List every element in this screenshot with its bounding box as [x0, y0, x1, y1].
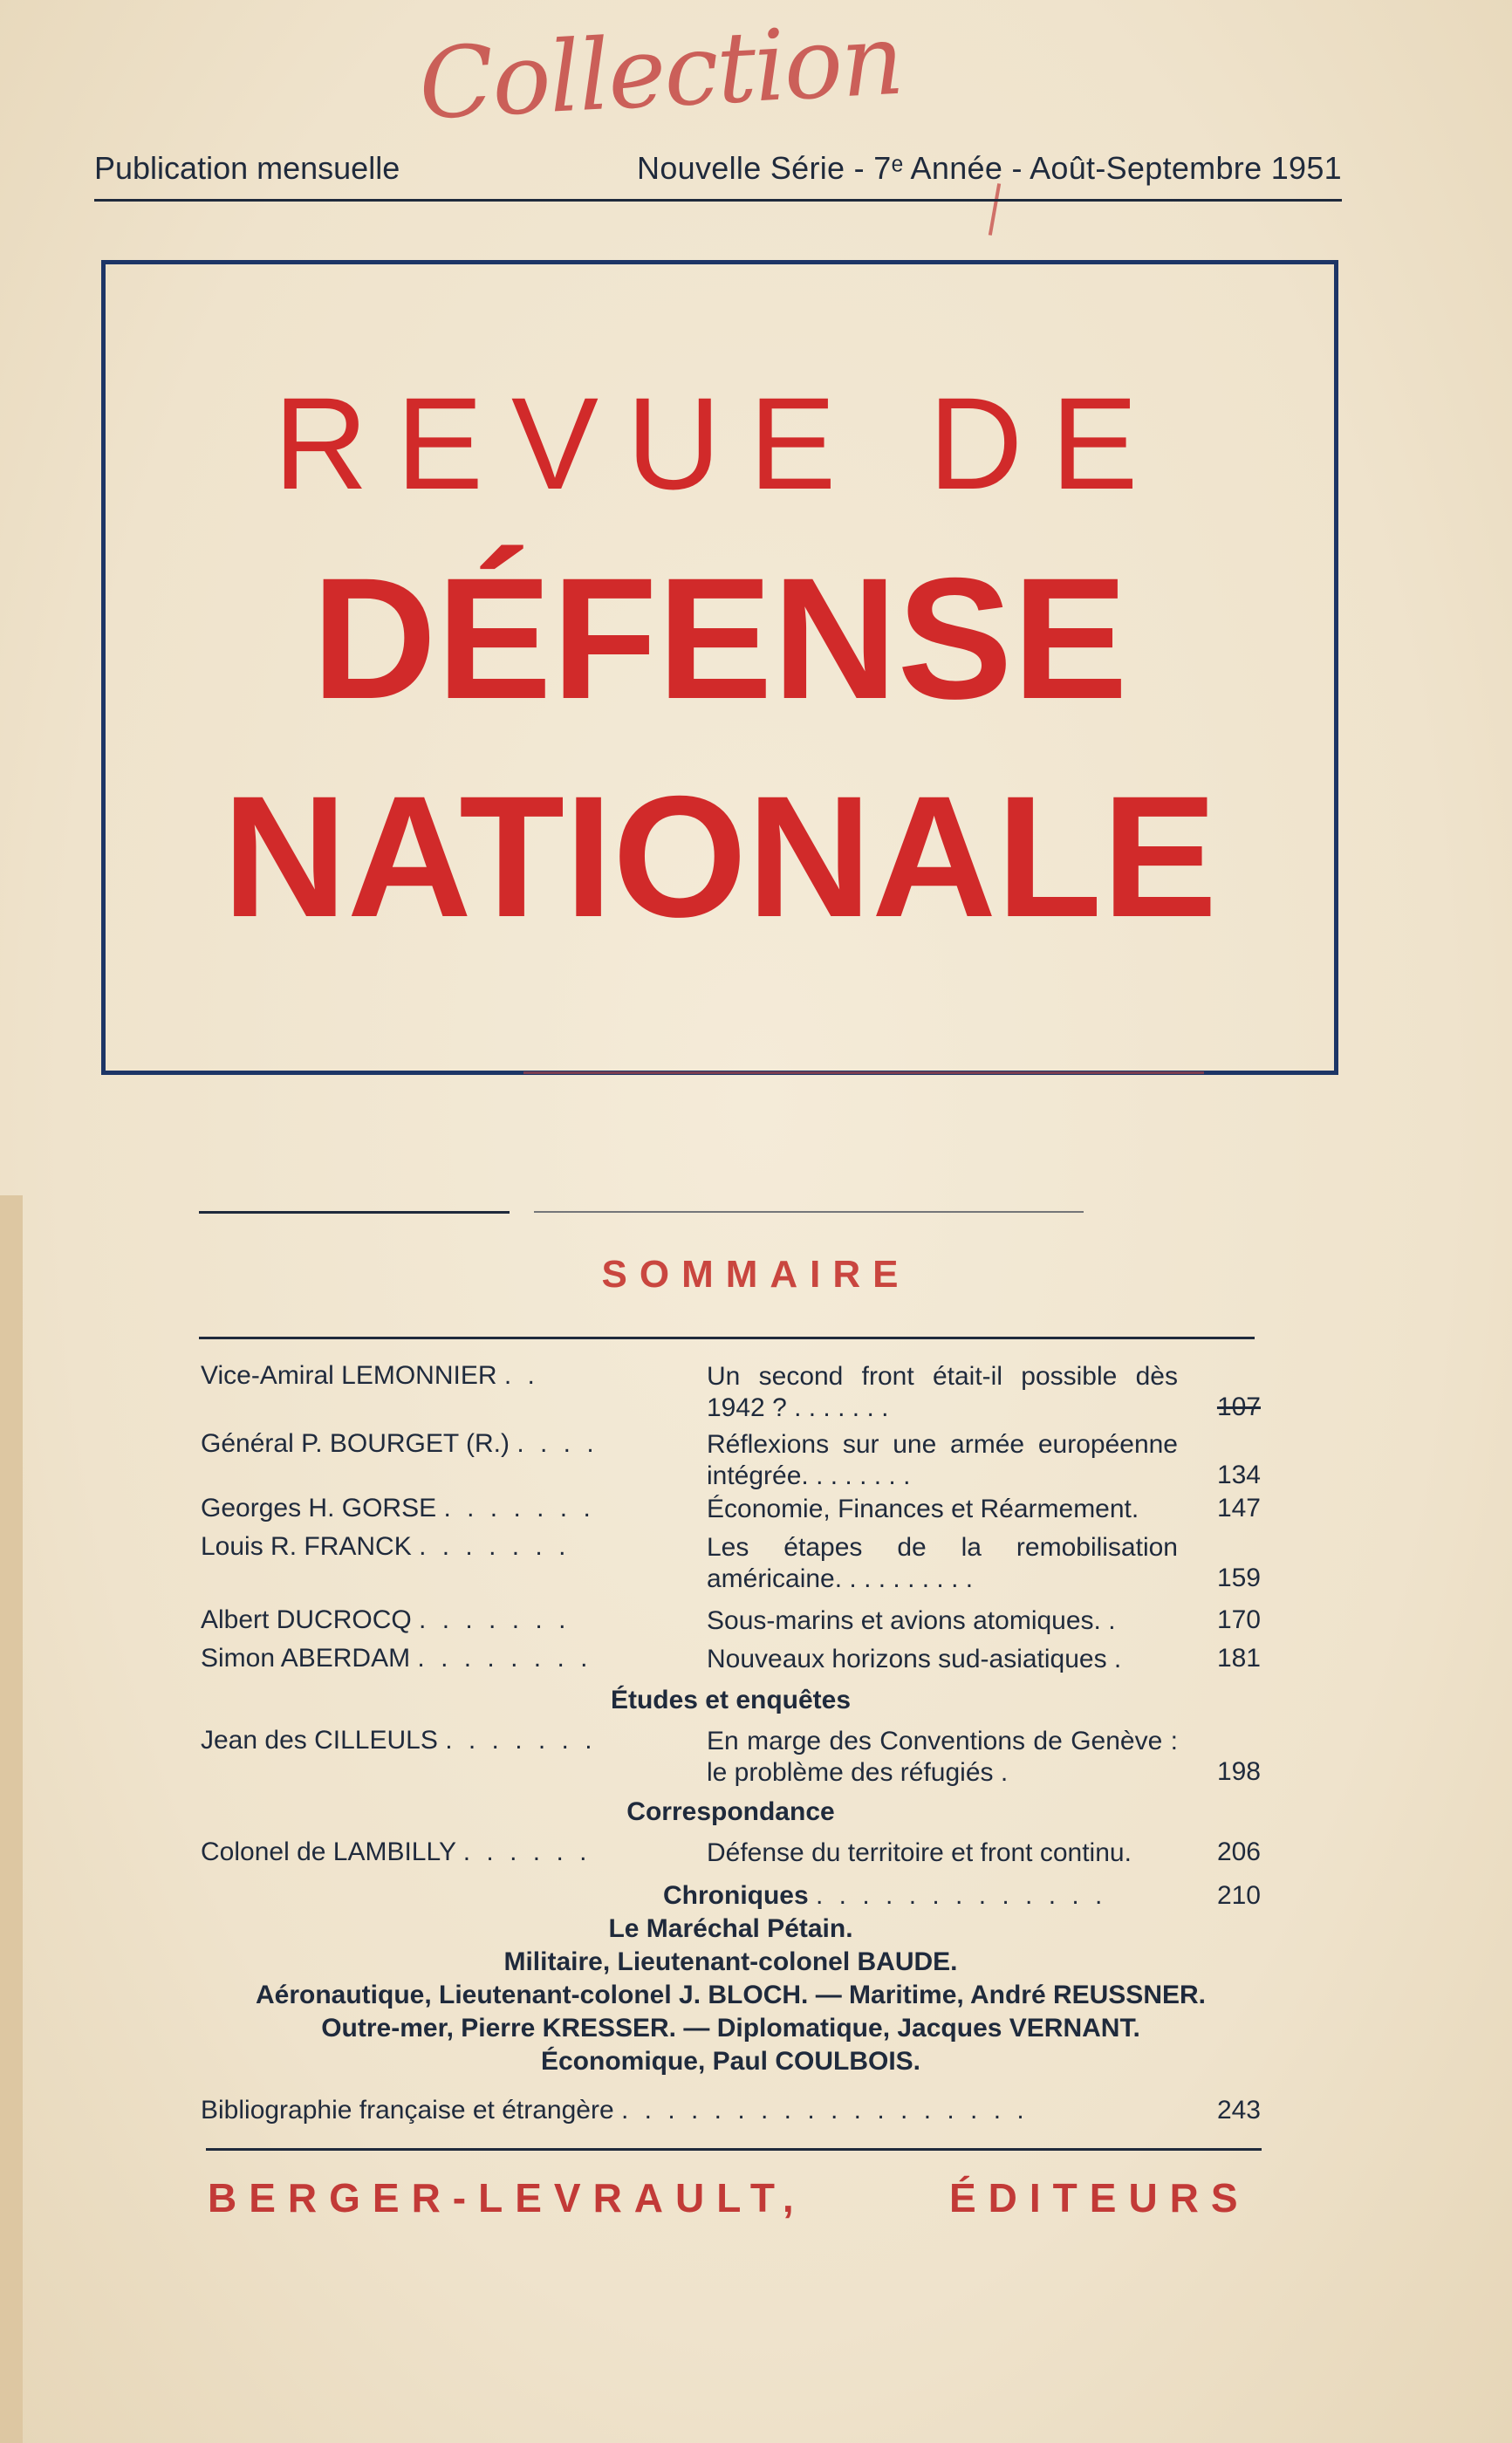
chroniques-label: Chroniques: [663, 1881, 809, 1910]
title-line-2: DÉFENSE: [311, 542, 1128, 735]
toc-page: 210: [1216, 1881, 1261, 1910]
toc-author: Simon ABERDAM: [201, 1644, 411, 1673]
title-line-1: REVUE DE: [273, 370, 1166, 517]
divider-left: [199, 1211, 510, 1214]
ink-mark: [989, 183, 1001, 236]
toc-leader: . . . . . . .: [445, 1726, 597, 1755]
handwritten-note: Collection: [415, 3, 906, 142]
toc-author: Jean des CILLEULS: [201, 1726, 438, 1755]
toc-page: 134: [1216, 1461, 1261, 1489]
header-line: [94, 150, 1342, 187]
toc-article: Nouveaux horizons sud-asiatiques .: [707, 1645, 1122, 1673]
red-stamp-trace: [523, 1071, 1204, 1074]
toc-author: Albert DUCROCQ: [201, 1605, 412, 1634]
toc-leader: . .: [503, 1361, 539, 1390]
toc-article: Défense du territoire et front continu.: [707, 1838, 1132, 1867]
toc-article: Économie, Finances et Réarmement.: [707, 1495, 1139, 1523]
toc-leader: . . . . . . .: [419, 1605, 571, 1634]
footer-rule: [206, 2148, 1262, 2151]
publication-frequency: Publication mensuelle: [94, 150, 400, 186]
toc-leader: . . . .: [517, 1429, 599, 1458]
title-frame: [101, 260, 1338, 1075]
chronicle-line: Le Maréchal Pétain.: [608, 1914, 853, 1943]
toc-article: En marge des Conventions de Genève : le problème des réfugiés .: [707, 1727, 1178, 1787]
paper-edge: [0, 1195, 23, 2443]
toc-author: Colonel de LAMBILLY: [201, 1837, 456, 1866]
toc-leader: . . . . . . .: [443, 1494, 595, 1523]
chronicle-line: Militaire, Lieutenant-colonel BAUDE.: [503, 1947, 958, 1976]
toc-page: 206: [1216, 1837, 1261, 1866]
toc-author: Vice-Amiral LEMONNIER: [201, 1361, 497, 1390]
divider-right: [534, 1211, 1084, 1213]
section-correspondance: Correspondance: [626, 1797, 835, 1826]
chronicle-line: Aéronautique, Lieutenant-colonel J. BLOCH. — Maritime, André REUSSNER.: [255, 1981, 1206, 2009]
toc-article: Un second front était-il possible dès 1942 ? . . . . . . .: [707, 1362, 1178, 1422]
toc-page: 170: [1216, 1605, 1261, 1634]
toc-article: Les étapes de la remobilisation américaine. . . . . . . . . .: [707, 1533, 1178, 1593]
toc-page: 107: [1216, 1393, 1261, 1421]
toc-leader: . . . . . . . .: [417, 1644, 592, 1673]
sommaire-heading: SOMMAIRE: [601, 1253, 911, 1296]
toc-page: 181: [1216, 1644, 1261, 1673]
toc-leader: . . . . . . . . . . . . . . . . . .: [620, 2096, 1029, 2125]
toc-author: Général P. BOURGET (R.): [201, 1429, 510, 1458]
toc-leader: . . . . . .: [462, 1837, 592, 1866]
toc-article: Sous-marins et avions atomiques. .: [707, 1606, 1116, 1635]
toc-leader: . . . . . . . . . . . . .: [816, 1881, 1107, 1910]
toc-page: 159: [1216, 1564, 1261, 1592]
chronicle-line: Outre-mer, Pierre KRESSER. — Diplomatique, Jacques VERNANT.: [321, 2014, 1140, 2043]
title-line-3: NATIONALE: [222, 760, 1218, 953]
toc-page: 243: [1216, 2096, 1261, 2125]
chronicle-line: Économique, Paul COULBOIS.: [540, 2047, 921, 2076]
toc-page: 198: [1216, 1757, 1261, 1786]
bibliographie-label: Bibliographie française et étrangère: [201, 2096, 614, 2125]
toc-article: Réflexions sur une armée européenne intégrée. . . . . . . .: [707, 1430, 1178, 1490]
toc-leader: . . . . . . .: [419, 1532, 571, 1561]
publisher-name: BERGER-LEVRAULT,: [208, 2175, 806, 2221]
toc-author: Georges H. GORSE: [201, 1494, 437, 1523]
toc-top-rule: [199, 1337, 1255, 1339]
section-etudes: Études et enquêtes: [610, 1686, 852, 1714]
header-rule: [94, 199, 1342, 202]
toc-page: 147: [1216, 1494, 1261, 1523]
publisher-role: ÉDITEURS: [949, 2175, 1250, 2221]
issue-info: Nouvelle Série - 7ᵉ Année - Août-Septembre 1951: [637, 150, 1342, 186]
toc-author: Louis R. FRANCK: [201, 1532, 412, 1561]
